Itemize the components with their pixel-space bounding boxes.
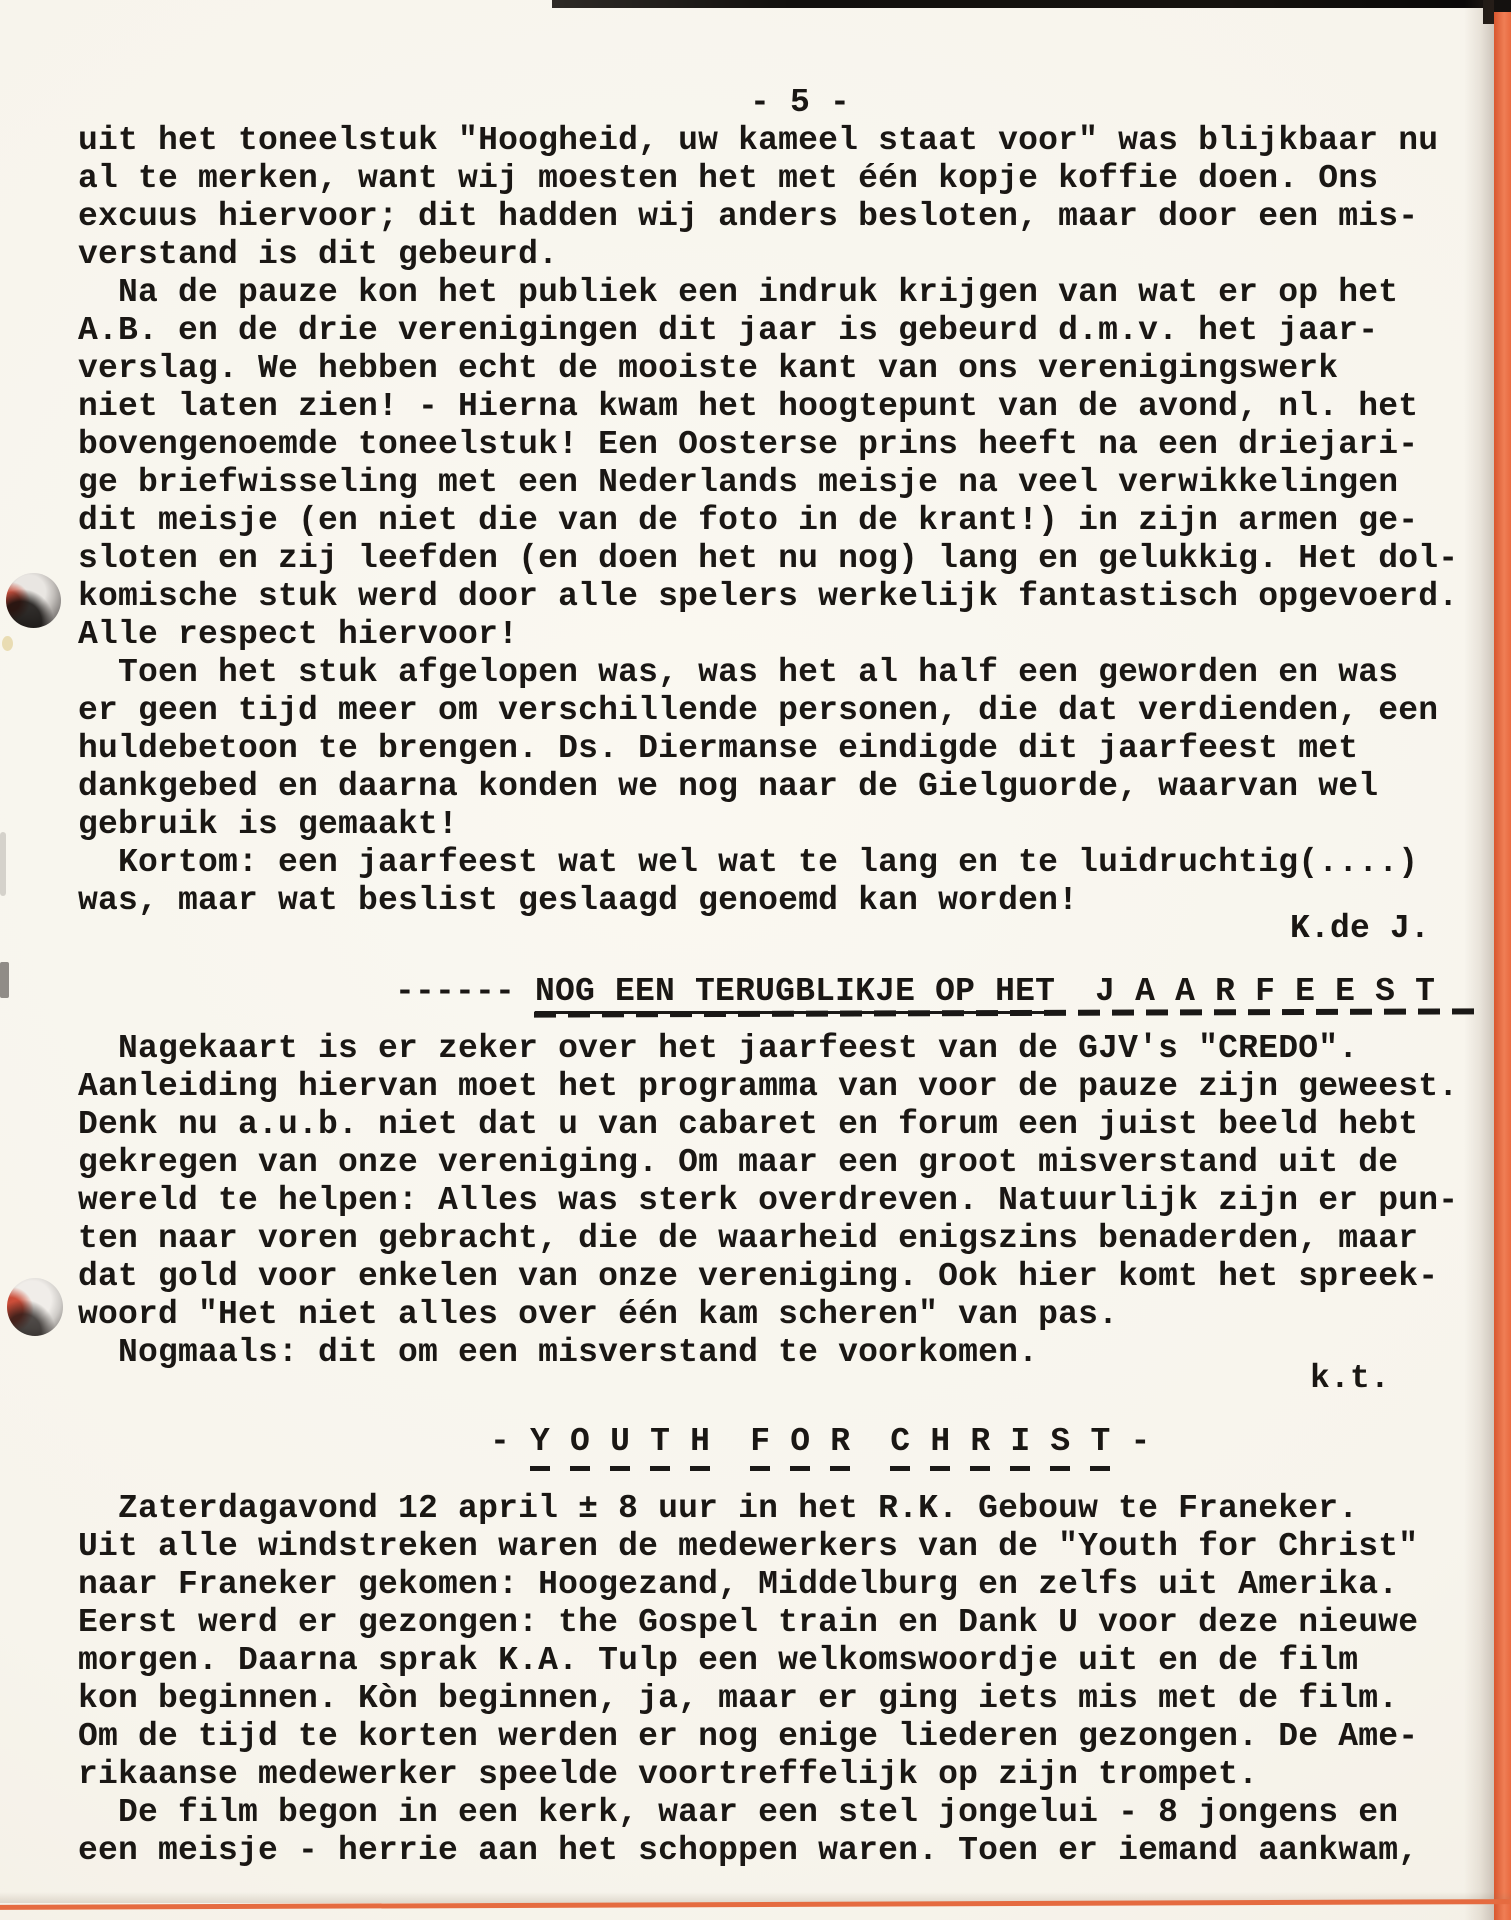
text-line: morgen. Daarna sprak K.A. Tulp een welkomswoordje uit en de film <box>78 1642 1359 1679</box>
text-line: er geen tijd meer om verschillende personen, die dat verdienden, een <box>78 692 1439 729</box>
heading-dash-prefix: ------ <box>395 973 536 1010</box>
text-line: Alle respect hiervoor! <box>78 616 519 653</box>
text-line: ge briefwisseling met een Nederlands meisje na veel verwikkelingen <box>78 464 1399 501</box>
heading-letter: T <box>1090 1423 1110 1471</box>
text-line: ten naar voren gebracht, die de waarheid enigszins benaderden, maar <box>78 1220 1419 1257</box>
next-page-orange-edge <box>1494 12 1511 1920</box>
text-line: Toen het stuk afgelopen was, was het al half een geworden en was <box>78 654 1399 691</box>
heading-letter: O <box>790 1423 810 1471</box>
heading-underlined-text: NOG EEN TERUGBLIKJE OP HET <box>535 973 1055 1014</box>
heading-letter: I <box>1010 1423 1030 1471</box>
text-line: wereld te helpen: Alles was sterk overdreven. Natuurlijk zijn er pun- <box>78 1182 1459 1219</box>
scan-smudge <box>0 832 6 896</box>
heading-letter: Y <box>530 1423 550 1471</box>
heading-open-dash: - <box>490 1423 531 1460</box>
text-line: al te merken, want wij moesten het met één kopje koffie doen. Ons <box>78 160 1379 197</box>
signature-k-t: k.t. <box>1309 1360 1390 1397</box>
binder-hole-top <box>6 573 61 628</box>
heading-letter: O <box>570 1423 590 1471</box>
text-line: was, maar wat beslist geslaagd genoemd kan worden! <box>78 882 1079 919</box>
heading-letter: H <box>930 1423 950 1471</box>
heading-letter: T <box>650 1423 670 1471</box>
text-line: Eerst werd er gezongen: the Gospel train en Dank U voor deze nieuwe <box>78 1604 1419 1641</box>
heading-close-dash: - <box>1110 1423 1151 1460</box>
signature-k-de-j: K.de J. <box>1289 910 1430 947</box>
scan-smudge <box>0 962 9 998</box>
page-content <box>78 0 1468 1870</box>
text-line: kon beginnen. Kòn beginnen, ja, maar er ging iets mis met de film. <box>78 1680 1399 1717</box>
page-number: - 5 - <box>749 84 851 121</box>
text-line: Om de tijd te korten werden er nog enige liederen gezongen. De Ame- <box>78 1718 1419 1755</box>
text-line: een meisje - herrie aan het schoppen waren. Toen er iemand aankwam, <box>78 1832 1419 1869</box>
section-youth-for-christ <box>78 1490 1468 1870</box>
text-line: gebruik is gemaakt! <box>78 806 459 843</box>
heading-letters <box>530 1423 1110 1471</box>
text-line: verstand is dit gebeurd. <box>78 236 559 273</box>
section-terugblikje <box>78 1030 1468 1372</box>
text-line: gekregen van onze vereniging. Om maar een groot misverstand uit de <box>78 1144 1399 1181</box>
text-line: niet laten zien! - Hierna kwam het hoogtepunt van de avond, nl. het <box>78 388 1419 425</box>
heading-spaced-text: J A A R F E E S T <box>1055 973 1436 1010</box>
scan-speck <box>2 636 13 651</box>
text-line: Kortom: een jaarfeest wat wel wat te lang en te luidruchtig(....) <box>78 844 1419 881</box>
text-line: Nogmaals: dit om een misverstand te voorkomen. <box>78 1334 1039 1371</box>
text-line: De film begon in een kerk, waar een stel jongelui - 8 jongens en <box>78 1794 1399 1831</box>
text-line: Aanleiding hiervan moet het programma van voor de pauze zijn geweest. <box>78 1068 1459 1105</box>
text-line: excuus hiervoor; dit hadden wij anders besloten, maar door een mis- <box>78 198 1419 235</box>
text-line: Denk nu a.u.b. niet dat u van cabaret en forum een juist beeld hebt <box>78 1106 1419 1143</box>
text-line: naar Franeker gekomen: Hoogezand, Middelburg en zelfs uit Amerika. <box>78 1566 1399 1603</box>
text-line: dankgebed en daarna konden we nog naar de Gielguorde, waarvan wel <box>78 768 1379 805</box>
text-line: dit meisje (en niet die van de foto in de krant!) in zijn armen ge- <box>78 502 1419 539</box>
text-line: woord "Het niet alles over één kam scheren" van pas. <box>78 1296 1119 1333</box>
text-line: komische stuk werd door alle spelers werkelijk fantastisch opgevoerd. <box>78 578 1459 615</box>
heading-youth-for-christ <box>490 1423 1468 1471</box>
text-line: Uit alle windstreken waren de medewerkers van de "Youth for Christ" <box>78 1528 1419 1565</box>
heading-letter: F <box>750 1423 770 1471</box>
binder-hole-bottom <box>7 1278 63 1336</box>
text-line: dat gold voor enkelen van onze vereniging. Ook hier komt het spreek- <box>78 1258 1439 1295</box>
section-jaarfeest-report <box>78 122 1468 920</box>
page-edge-shadow <box>1464 0 1494 1920</box>
text-line: verslag. We hebben echt de mooiste kant van ons verenigingswerk <box>78 350 1339 387</box>
text-line: bovengenoemde toneelstuk! Een Oosterse prins heeft na een driejari- <box>78 426 1419 463</box>
text-line: Na de pauze kon het publiek een indruk krijgen van wat er op het <box>78 274 1399 311</box>
text-line: uit het toneelstuk "Hoogheid, uw kameel staat voor" was blijkbaar nu <box>78 122 1439 159</box>
text-line: sloten en zij leefden (en doen het nu nog) lang en gelukkig. Het dol- <box>78 540 1459 577</box>
heading-letter: C <box>890 1423 910 1471</box>
text-line: rikaanse medewerker speelde voortreffelijk op zijn trompet. <box>78 1756 1259 1793</box>
text-line: Nagekaart is er zeker over het jaarfeest van de GJV's "CREDO". <box>78 1030 1359 1067</box>
text-line: huldebetoon te brengen. Ds. Diermanse eindigde dit jaarfeest met <box>78 730 1359 767</box>
heading-letter: H <box>690 1423 710 1471</box>
heading-letter: U <box>610 1423 630 1471</box>
text-line: Zaterdagavond 12 april ± 8 uur in het R.K. Gebouw te Franeker. <box>78 1490 1359 1527</box>
heading-letter: S <box>1050 1423 1070 1471</box>
heading-letter: R <box>830 1423 850 1471</box>
text-line: A.B. en de drie verenigingen dit jaar is gebeurd d.m.v. het jaar- <box>78 312 1379 349</box>
heading-letter: R <box>970 1423 990 1471</box>
heading-terugblikje-jaarfeest <box>395 973 1468 1011</box>
